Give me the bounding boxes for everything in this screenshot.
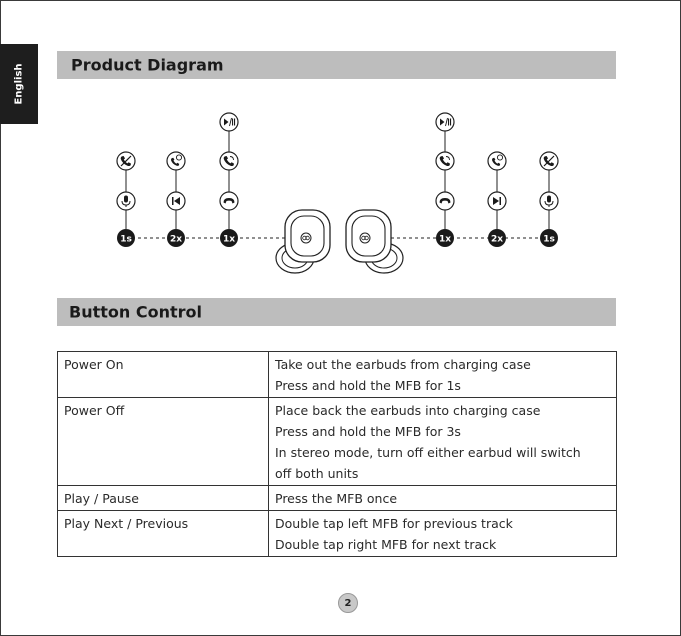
button-control-table <box>57 351 617 557</box>
tap-label: 2x <box>169 234 183 245</box>
table-row <box>58 486 617 511</box>
description-cell <box>269 398 617 486</box>
description-line: Press and hold the MFB for 1s <box>275 378 461 393</box>
description-line: Double tap right MFB for next track <box>275 537 497 552</box>
function-label: Power On <box>64 357 124 372</box>
description-cell <box>269 486 617 511</box>
function-cell <box>58 486 269 511</box>
left-earbud-illustration <box>276 210 330 273</box>
product-diagram <box>0 0 681 300</box>
page-number <box>338 593 358 613</box>
button-control-heading-bar <box>57 298 616 326</box>
function-label: Power Off <box>64 403 125 418</box>
language-tab-label: English <box>13 63 25 105</box>
phone-call-icon <box>436 152 454 170</box>
function-cell <box>58 352 269 398</box>
microphone-icon <box>540 192 558 210</box>
tap-label: 1x <box>438 234 452 245</box>
next-track-icon <box>488 192 506 210</box>
tap-1x-marker <box>436 229 454 247</box>
tap-1x-marker <box>220 229 238 247</box>
function-label: Play / Pause <box>64 491 139 506</box>
tap-1s-marker <box>117 229 135 247</box>
description-line: Take out the earbuds from charging case <box>275 357 531 372</box>
tap-label: 2x <box>490 234 504 245</box>
phone-call-icon <box>220 152 238 170</box>
product-diagram-heading: Product Diagram <box>71 55 224 75</box>
tap-2x-marker <box>167 229 185 247</box>
description-line: Press and hold the MFB for 3s <box>275 424 461 439</box>
description-line: Press the MFB once <box>275 491 398 506</box>
function-cell <box>58 511 269 557</box>
function-label: Play Next / Previous <box>64 516 189 531</box>
phone-hangup-icon <box>220 192 238 210</box>
play-pause-icon <box>436 113 454 131</box>
mfb-button-icon <box>360 233 370 243</box>
play-pause-icon <box>220 113 238 131</box>
mfb-button-icon <box>301 233 311 243</box>
tap-label: 1s <box>543 234 555 245</box>
right-earbud-illustration <box>346 210 403 273</box>
description-line: In stereo mode, turn off either earbud will switch <box>275 445 581 460</box>
button-control-heading: Button Control <box>69 302 202 322</box>
function-cell <box>58 398 269 486</box>
description-cell <box>269 511 617 557</box>
description-line: Double tap left MFB for previous track <box>275 516 513 531</box>
tap-2x-marker <box>488 229 506 247</box>
tap-label: 1x <box>222 234 236 245</box>
phone-redial-icon <box>488 152 506 170</box>
page-number-label: 2 <box>344 597 352 609</box>
phone-hangup-icon <box>436 192 454 210</box>
microphone-icon <box>117 192 135 210</box>
description-cell <box>269 352 617 398</box>
description-line: Place back the earbuds into charging case <box>275 403 541 418</box>
reject-call-icon <box>540 152 558 170</box>
table-row <box>58 398 617 486</box>
reject-call-icon <box>117 152 135 170</box>
phone-redial-icon <box>167 152 185 170</box>
previous-track-icon <box>167 192 185 210</box>
tap-1s-marker <box>540 229 558 247</box>
table-row <box>58 511 617 557</box>
tap-label: 1s <box>120 234 132 245</box>
description-line: off both units <box>275 466 359 481</box>
table-row <box>58 352 617 398</box>
